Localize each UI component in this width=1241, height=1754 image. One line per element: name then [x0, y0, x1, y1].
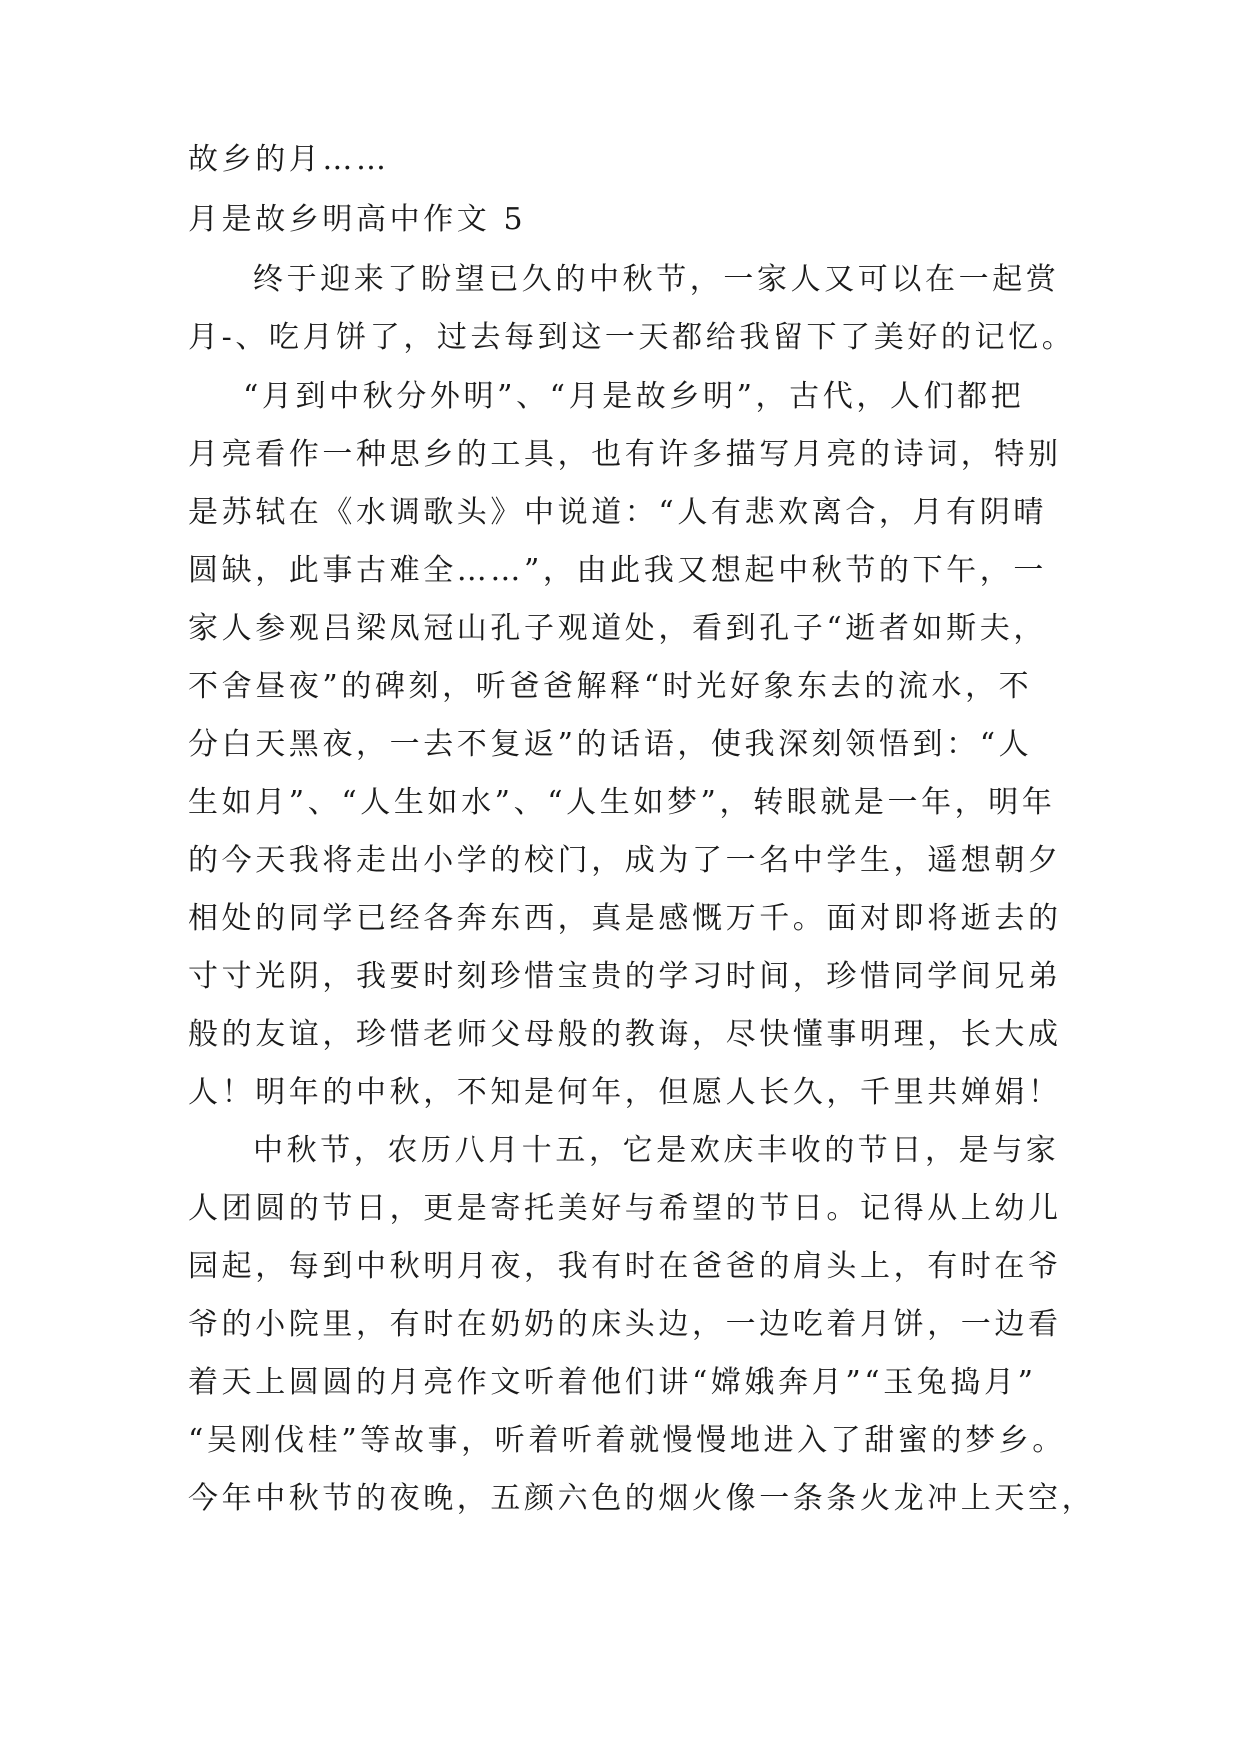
paragraph-line: 寸寸光阴，我要时刻珍惜宝贵的学习时间，珍惜同学间兄弟 [188, 959, 1062, 994]
paragraph-line: 月-、吃月饼了，过去每到这一天都给我留下了美好的记忆。 [188, 320, 1076, 355]
paragraph-line: 人团圆的节日，更是寄托美好与希望的节日。记得从上幼儿 [188, 1191, 1062, 1226]
paragraph-line: 月亮看作一种思乡的工具，也有许多描写月亮的诗词，特别 [188, 437, 1062, 472]
paragraph-line: 家人参观吕梁凤冠山孔子观道处，看到孔子“逝者如斯夫， [188, 611, 1047, 646]
paragraph-line: 的今天我将走出小学的校门，成为了一名中学生，遥想朝夕 [188, 843, 1062, 878]
paragraph-line: 般的友谊，珍惜老师父母般的教诲，尽快懂事明理，长大成 [188, 1017, 1062, 1052]
previous-section-ending: 故乡的月…… [188, 142, 390, 177]
paragraph-line: 今年中秋节的夜晚，五颜六色的烟火像一条条火龙冲上天空， [188, 1481, 1096, 1516]
paragraph-line: 圆缺，此事古难全……”，由此我又想起中秋节的下午，一 [188, 553, 1047, 588]
paragraph-line: 不舍昼夜”的碑刻，听爸爸解释“时光好象东去的流水，不 [188, 669, 1033, 704]
paragraph-line: 爷的小院里，有时在奶奶的床头边，一边吃着月饼，一边看 [188, 1307, 1062, 1342]
paragraph-line: 是苏轼在《水调歌头》中说道：“人有悲欢离合，月有阴晴 [188, 495, 1047, 530]
paragraph-line: “月到中秋分外明”、“月是故乡明”，古代，人们都把 [243, 379, 1025, 414]
paragraph-line: 相处的同学已经各奔东西，真是感慨万千。面对即将逝去的 [188, 901, 1062, 936]
paragraph-line: 终于迎来了盼望已久的中秋节，一家人又可以在一起赏 [253, 262, 1060, 297]
paragraph-line: 人！明年的中秋，不知是何年，但愿人长久，千里共婵娟！ [188, 1075, 1062, 1110]
paragraph-line: 着天上圆圆的月亮作文听着他们讲“嫦娥奔月”“玉兔捣月” [188, 1365, 1037, 1400]
paragraph-line: 生如月”、“人生如水”、“人生如梦”，转眼就是一年，明年 [188, 785, 1056, 820]
paragraph-line: 分白天黑夜，一去不复返”的话语，使我深刻领悟到：“人 [188, 727, 1033, 762]
paragraph-line: 中秋节，农历八月十五，它是欢庆丰收的节日，是与家 [253, 1133, 1060, 1168]
paragraph-line: “吴刚伐桂”等故事，听着听着就慢慢地进入了甜蜜的梦乡。 [188, 1423, 1066, 1458]
essay-title: 月是故乡明高中作文 5 [188, 202, 527, 237]
paragraph-line: 园起，每到中秋明月夜，我有时在爸爸的肩头上，有时在爷 [188, 1249, 1062, 1284]
